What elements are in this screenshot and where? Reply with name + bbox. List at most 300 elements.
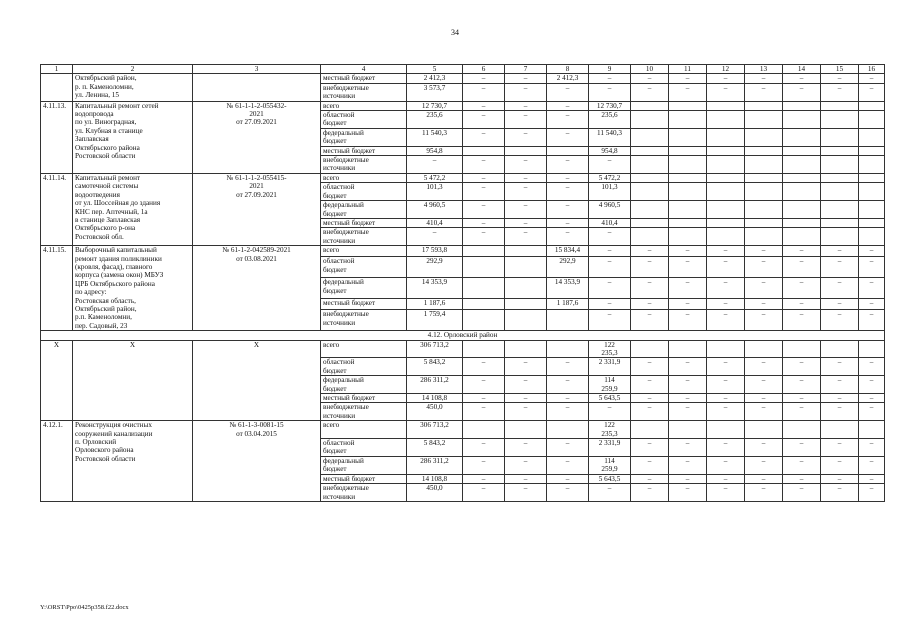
value-cell: – bbox=[745, 403, 783, 421]
value-cell: – bbox=[463, 456, 505, 474]
empty-cell bbox=[783, 173, 821, 182]
value-cell: 954,8 bbox=[589, 146, 631, 155]
empty-cell bbox=[669, 128, 707, 146]
empty-cell bbox=[859, 201, 885, 219]
value-cell: – bbox=[745, 474, 783, 483]
design-document: X bbox=[193, 340, 321, 421]
value-cell: – bbox=[589, 156, 631, 174]
value-cell: – bbox=[505, 403, 547, 421]
column-number: 2 bbox=[73, 65, 193, 74]
value-cell: – bbox=[463, 358, 505, 376]
budget-table bbox=[40, 64, 885, 502]
value-cell bbox=[463, 310, 505, 331]
funding-source: федеральный бюджет bbox=[321, 128, 407, 146]
value-cell: – bbox=[707, 278, 745, 299]
funding-source: местный бюджет bbox=[321, 299, 407, 310]
value-cell bbox=[821, 340, 859, 358]
value-cell: – bbox=[547, 156, 589, 174]
empty-cell bbox=[631, 128, 669, 146]
value-cell: 306 713,2 bbox=[407, 340, 463, 358]
value-cell: – bbox=[821, 74, 859, 83]
value-cell: – bbox=[505, 474, 547, 483]
table-row bbox=[41, 340, 885, 358]
value-cell: – bbox=[547, 456, 589, 474]
value-cell: – bbox=[463, 474, 505, 483]
value-cell bbox=[707, 421, 745, 439]
empty-cell bbox=[707, 111, 745, 129]
empty-cell bbox=[631, 218, 669, 227]
value-cell: – bbox=[631, 403, 669, 421]
object-name: Реконструкция очистных сооружений канализации п. Орловский Орловского района Ростовской области bbox=[73, 421, 193, 502]
empty-cell bbox=[859, 146, 885, 155]
empty-cell bbox=[669, 228, 707, 246]
value-cell: – bbox=[745, 456, 783, 474]
value-cell: – bbox=[821, 358, 859, 376]
empty-cell bbox=[745, 156, 783, 174]
value-cell: – bbox=[669, 474, 707, 483]
empty-cell bbox=[707, 218, 745, 227]
value-cell: – bbox=[859, 74, 885, 83]
empty-cell bbox=[783, 228, 821, 246]
value-cell: 450,0 bbox=[407, 484, 463, 502]
value-cell: – bbox=[859, 376, 885, 394]
value-cell: 4 960,5 bbox=[407, 201, 463, 219]
empty-cell bbox=[631, 228, 669, 246]
value-cell: 286 311,2 bbox=[407, 456, 463, 474]
value-cell: – bbox=[505, 394, 547, 403]
value-cell bbox=[783, 421, 821, 439]
header-row bbox=[41, 65, 885, 74]
value-cell: – bbox=[589, 403, 631, 421]
value-cell: – bbox=[505, 376, 547, 394]
funding-source: всего bbox=[321, 173, 407, 182]
value-cell: 114 259,9 bbox=[589, 376, 631, 394]
value-cell: – bbox=[669, 484, 707, 502]
document-cell bbox=[193, 74, 321, 101]
value-cell: – bbox=[669, 376, 707, 394]
page-number: 34 bbox=[451, 28, 459, 37]
value-cell: – bbox=[707, 299, 745, 310]
funding-source: федеральный бюджет bbox=[321, 376, 407, 394]
value-cell: – bbox=[505, 358, 547, 376]
value-cell: – bbox=[463, 83, 505, 101]
empty-cell bbox=[821, 173, 859, 182]
value-cell bbox=[821, 421, 859, 439]
value-cell bbox=[783, 340, 821, 358]
empty-cell bbox=[821, 156, 859, 174]
value-cell: – bbox=[745, 439, 783, 457]
column-number: 10 bbox=[631, 65, 669, 74]
column-number: 11 bbox=[669, 65, 707, 74]
empty-cell bbox=[631, 173, 669, 182]
section-row bbox=[41, 331, 885, 340]
value-cell: – bbox=[505, 156, 547, 174]
value-cell: – bbox=[463, 156, 505, 174]
value-cell: – bbox=[547, 201, 589, 219]
value-cell: – bbox=[821, 484, 859, 502]
empty-cell bbox=[859, 173, 885, 182]
value-cell: – bbox=[505, 128, 547, 146]
value-cell: – bbox=[463, 201, 505, 219]
value-cell: – bbox=[505, 83, 547, 101]
value-cell: – bbox=[589, 484, 631, 502]
value-cell: 5 472,2 bbox=[407, 173, 463, 182]
value-cell: – bbox=[631, 484, 669, 502]
empty-cell bbox=[669, 156, 707, 174]
value-cell: – bbox=[745, 299, 783, 310]
value-cell: – bbox=[589, 246, 631, 257]
value-cell: – bbox=[669, 83, 707, 101]
value-cell: – bbox=[547, 101, 589, 110]
empty-cell bbox=[745, 228, 783, 246]
empty-cell bbox=[707, 128, 745, 146]
table-row bbox=[41, 101, 885, 110]
column-number: 16 bbox=[859, 65, 885, 74]
value-cell bbox=[669, 340, 707, 358]
value-cell: – bbox=[547, 358, 589, 376]
value-cell: – bbox=[745, 83, 783, 101]
empty-cell bbox=[783, 111, 821, 129]
empty-cell bbox=[669, 173, 707, 182]
value-cell: – bbox=[707, 310, 745, 331]
value-cell: – bbox=[463, 394, 505, 403]
empty-cell bbox=[745, 128, 783, 146]
value-cell: – bbox=[589, 299, 631, 310]
column-number: 4 bbox=[321, 65, 407, 74]
item-number: X bbox=[41, 340, 73, 421]
value-cell: – bbox=[783, 257, 821, 278]
value-cell: – bbox=[821, 456, 859, 474]
value-cell: – bbox=[547, 376, 589, 394]
value-cell: 235,6 bbox=[589, 111, 631, 129]
value-cell: – bbox=[859, 246, 885, 257]
value-cell: – bbox=[669, 74, 707, 83]
value-cell: – bbox=[707, 474, 745, 483]
value-cell: – bbox=[669, 310, 707, 331]
value-cell: – bbox=[821, 246, 859, 257]
funding-source: внебюджетные источники bbox=[321, 484, 407, 502]
column-number: 3 bbox=[193, 65, 321, 74]
value-cell bbox=[669, 421, 707, 439]
table-row bbox=[41, 246, 885, 257]
value-cell: – bbox=[859, 358, 885, 376]
value-cell: – bbox=[745, 278, 783, 299]
object-name: Капитальный ремонт сетей водопровода по ул. Виноградная, ул. Клубная в станице Заплавская Октябрьского района Ростовской области bbox=[73, 101, 193, 173]
value-cell: – bbox=[745, 74, 783, 83]
value-cell bbox=[463, 299, 505, 310]
value-cell: – bbox=[821, 439, 859, 457]
value-cell: – bbox=[631, 358, 669, 376]
value-cell: – bbox=[859, 299, 885, 310]
funding-source: внебюджетные источники bbox=[321, 228, 407, 246]
empty-cell bbox=[669, 146, 707, 155]
object-name: X bbox=[73, 340, 193, 421]
funding-source: внебюджетные источники bbox=[321, 83, 407, 101]
value-cell: 2 331,9 bbox=[589, 358, 631, 376]
value-cell: – bbox=[783, 456, 821, 474]
empty-cell bbox=[707, 173, 745, 182]
value-cell: 14 353,9 bbox=[547, 278, 589, 299]
funding-source: местный бюджет bbox=[321, 218, 407, 227]
value-cell: – bbox=[821, 394, 859, 403]
column-number: 13 bbox=[745, 65, 783, 74]
value-cell bbox=[745, 421, 783, 439]
column-number: 1 bbox=[41, 65, 73, 74]
funding-source: всего bbox=[321, 340, 407, 358]
value-cell: 410,4 bbox=[589, 218, 631, 227]
empty-cell bbox=[745, 111, 783, 129]
value-cell: – bbox=[547, 474, 589, 483]
value-cell bbox=[859, 421, 885, 439]
funding-source: местный бюджет bbox=[321, 474, 407, 483]
value-cell: 954,8 bbox=[407, 146, 463, 155]
value-cell: – bbox=[859, 257, 885, 278]
value-cell: – bbox=[547, 394, 589, 403]
value-cell: – bbox=[669, 358, 707, 376]
value-cell: – bbox=[463, 101, 505, 110]
value-cell bbox=[463, 421, 505, 439]
value-cell: – bbox=[707, 394, 745, 403]
empty-cell bbox=[631, 111, 669, 129]
value-cell: – bbox=[631, 439, 669, 457]
value-cell: 14 108,8 bbox=[407, 474, 463, 483]
funding-source: областной бюджет bbox=[321, 257, 407, 278]
value-cell: – bbox=[463, 128, 505, 146]
value-cell: – bbox=[859, 456, 885, 474]
column-number: 8 bbox=[547, 65, 589, 74]
value-cell: 5 843,2 bbox=[407, 439, 463, 457]
value-cell: 1 187,6 bbox=[547, 299, 589, 310]
empty-cell bbox=[745, 218, 783, 227]
empty-cell bbox=[745, 101, 783, 110]
value-cell: – bbox=[783, 403, 821, 421]
value-cell: – bbox=[631, 278, 669, 299]
value-cell: – bbox=[783, 246, 821, 257]
value-cell: – bbox=[505, 218, 547, 227]
value-cell: – bbox=[783, 358, 821, 376]
empty-cell bbox=[783, 218, 821, 227]
item-number: 4.11.15. bbox=[41, 246, 73, 331]
value-cell: – bbox=[631, 394, 669, 403]
empty-cell bbox=[669, 201, 707, 219]
value-cell: – bbox=[547, 83, 589, 101]
empty-cell bbox=[859, 111, 885, 129]
value-cell: 1 187,6 bbox=[407, 299, 463, 310]
empty-cell bbox=[783, 128, 821, 146]
value-cell: – bbox=[463, 376, 505, 394]
value-cell: – bbox=[859, 439, 885, 457]
column-number: 15 bbox=[821, 65, 859, 74]
column-number: 9 bbox=[589, 65, 631, 74]
value-cell: – bbox=[547, 403, 589, 421]
value-cell: – bbox=[547, 183, 589, 201]
value-cell: – bbox=[463, 218, 505, 227]
item-number: 4.11.13. bbox=[41, 101, 73, 173]
value-cell: – bbox=[745, 484, 783, 502]
empty-cell bbox=[821, 218, 859, 227]
value-cell: – bbox=[505, 111, 547, 129]
empty-cell bbox=[821, 128, 859, 146]
value-cell: – bbox=[631, 299, 669, 310]
design-document: № 61-1-3-0081-15 от 03.04.2015 bbox=[193, 421, 321, 502]
funding-source: федеральный бюджет bbox=[321, 278, 407, 299]
value-cell: – bbox=[669, 278, 707, 299]
object-name: Выборочный капитальный ремонт здания поликлиники (кровля, фасад), главного корпуса (замена окон) МБУЗ ЦРБ Октябрьского района по адресу: Ростовская область, Октябрьский район, р.п. Каменоломни, пер. Садовый, 23 bbox=[73, 246, 193, 331]
funding-source: всего bbox=[321, 246, 407, 257]
value-cell: – bbox=[859, 310, 885, 331]
value-cell: 101,3 bbox=[407, 183, 463, 201]
value-cell: – bbox=[463, 183, 505, 201]
empty-cell bbox=[745, 173, 783, 182]
empty-cell bbox=[707, 201, 745, 219]
value-cell: – bbox=[463, 74, 505, 83]
value-cell: – bbox=[669, 403, 707, 421]
value-cell: – bbox=[669, 394, 707, 403]
value-cell: – bbox=[821, 278, 859, 299]
value-cell: – bbox=[669, 257, 707, 278]
value-cell: – bbox=[859, 278, 885, 299]
value-cell: – bbox=[859, 83, 885, 101]
empty-cell bbox=[631, 146, 669, 155]
value-cell: – bbox=[745, 376, 783, 394]
value-cell: 286 311,2 bbox=[407, 376, 463, 394]
value-cell: – bbox=[783, 299, 821, 310]
value-cell bbox=[505, 310, 547, 331]
value-cell: – bbox=[745, 310, 783, 331]
value-cell: – bbox=[547, 484, 589, 502]
empty-cell bbox=[707, 156, 745, 174]
value-cell: 14 108,8 bbox=[407, 394, 463, 403]
value-cell bbox=[505, 146, 547, 155]
item-number-cell bbox=[41, 74, 73, 101]
value-cell: – bbox=[547, 228, 589, 246]
value-cell: – bbox=[547, 173, 589, 182]
value-cell: – bbox=[505, 74, 547, 83]
value-cell bbox=[547, 340, 589, 358]
value-cell: 235,6 bbox=[407, 111, 463, 129]
empty-cell bbox=[859, 156, 885, 174]
empty-cell bbox=[783, 201, 821, 219]
value-cell: – bbox=[783, 439, 821, 457]
value-cell: – bbox=[463, 403, 505, 421]
value-cell: – bbox=[783, 278, 821, 299]
value-cell: – bbox=[547, 439, 589, 457]
value-cell: – bbox=[463, 111, 505, 129]
value-cell: 5 643,5 bbox=[589, 394, 631, 403]
empty-cell bbox=[821, 183, 859, 201]
value-cell: – bbox=[631, 456, 669, 474]
value-cell: 5 843,2 bbox=[407, 358, 463, 376]
value-cell: – bbox=[707, 376, 745, 394]
value-cell: – bbox=[407, 228, 463, 246]
value-cell: 15 834,4 bbox=[547, 246, 589, 257]
footer-file-path: Y:\ORST\Ppo\0425p358.f22.docx bbox=[40, 604, 129, 611]
value-cell: – bbox=[783, 376, 821, 394]
value-cell: – bbox=[707, 257, 745, 278]
empty-cell bbox=[821, 101, 859, 110]
value-cell: – bbox=[859, 484, 885, 502]
value-cell: – bbox=[631, 74, 669, 83]
empty-cell bbox=[669, 218, 707, 227]
funding-source: внебюджетные источники bbox=[321, 403, 407, 421]
value-cell: 2 412,3 bbox=[547, 74, 589, 83]
empty-cell bbox=[859, 128, 885, 146]
value-cell: 306 713,2 bbox=[407, 421, 463, 439]
empty-cell bbox=[859, 183, 885, 201]
value-cell: – bbox=[505, 456, 547, 474]
value-cell: – bbox=[707, 456, 745, 474]
value-cell: – bbox=[783, 474, 821, 483]
value-cell bbox=[463, 340, 505, 358]
empty-cell bbox=[631, 201, 669, 219]
value-cell: – bbox=[821, 474, 859, 483]
empty-cell bbox=[821, 201, 859, 219]
value-cell bbox=[463, 278, 505, 299]
value-cell: 11 540,3 bbox=[407, 128, 463, 146]
value-cell: – bbox=[745, 246, 783, 257]
value-cell: 12 730,7 bbox=[407, 101, 463, 110]
value-cell: 122 235,3 bbox=[589, 421, 631, 439]
value-cell: 3 573,7 bbox=[407, 83, 463, 101]
value-cell: – bbox=[745, 394, 783, 403]
value-cell: – bbox=[821, 83, 859, 101]
value-cell: – bbox=[669, 299, 707, 310]
value-cell bbox=[463, 246, 505, 257]
value-cell: – bbox=[505, 201, 547, 219]
empty-cell bbox=[783, 101, 821, 110]
value-cell bbox=[547, 310, 589, 331]
column-number: 12 bbox=[707, 65, 745, 74]
value-cell: – bbox=[463, 173, 505, 182]
empty-cell bbox=[821, 228, 859, 246]
funding-source: федеральный бюджет bbox=[321, 201, 407, 219]
item-number: 4.11.14. bbox=[41, 173, 73, 245]
value-cell: – bbox=[631, 474, 669, 483]
value-cell bbox=[707, 340, 745, 358]
empty-cell bbox=[821, 146, 859, 155]
value-cell bbox=[505, 257, 547, 278]
empty-cell bbox=[707, 183, 745, 201]
value-cell: – bbox=[589, 278, 631, 299]
value-cell bbox=[463, 257, 505, 278]
value-cell: 114 259,9 bbox=[589, 456, 631, 474]
value-cell: – bbox=[463, 484, 505, 502]
value-cell: – bbox=[505, 173, 547, 182]
value-cell bbox=[547, 146, 589, 155]
table-row bbox=[41, 74, 885, 83]
value-cell: 17 593,8 bbox=[407, 246, 463, 257]
value-cell bbox=[463, 146, 505, 155]
value-cell: 12 730,7 bbox=[589, 101, 631, 110]
column-number: 7 bbox=[505, 65, 547, 74]
value-cell: – bbox=[783, 83, 821, 101]
value-cell bbox=[505, 340, 547, 358]
value-cell: – bbox=[707, 484, 745, 502]
empty-cell bbox=[783, 183, 821, 201]
value-cell: 4 960,5 bbox=[589, 201, 631, 219]
funding-source: местный бюджет bbox=[321, 394, 407, 403]
value-cell: 101,3 bbox=[589, 183, 631, 201]
value-cell: – bbox=[669, 439, 707, 457]
value-cell: – bbox=[707, 439, 745, 457]
value-cell bbox=[505, 246, 547, 257]
value-cell bbox=[505, 421, 547, 439]
value-cell: – bbox=[589, 310, 631, 331]
value-cell: – bbox=[547, 218, 589, 227]
value-cell: – bbox=[669, 246, 707, 257]
value-cell: – bbox=[859, 394, 885, 403]
empty-cell bbox=[707, 101, 745, 110]
